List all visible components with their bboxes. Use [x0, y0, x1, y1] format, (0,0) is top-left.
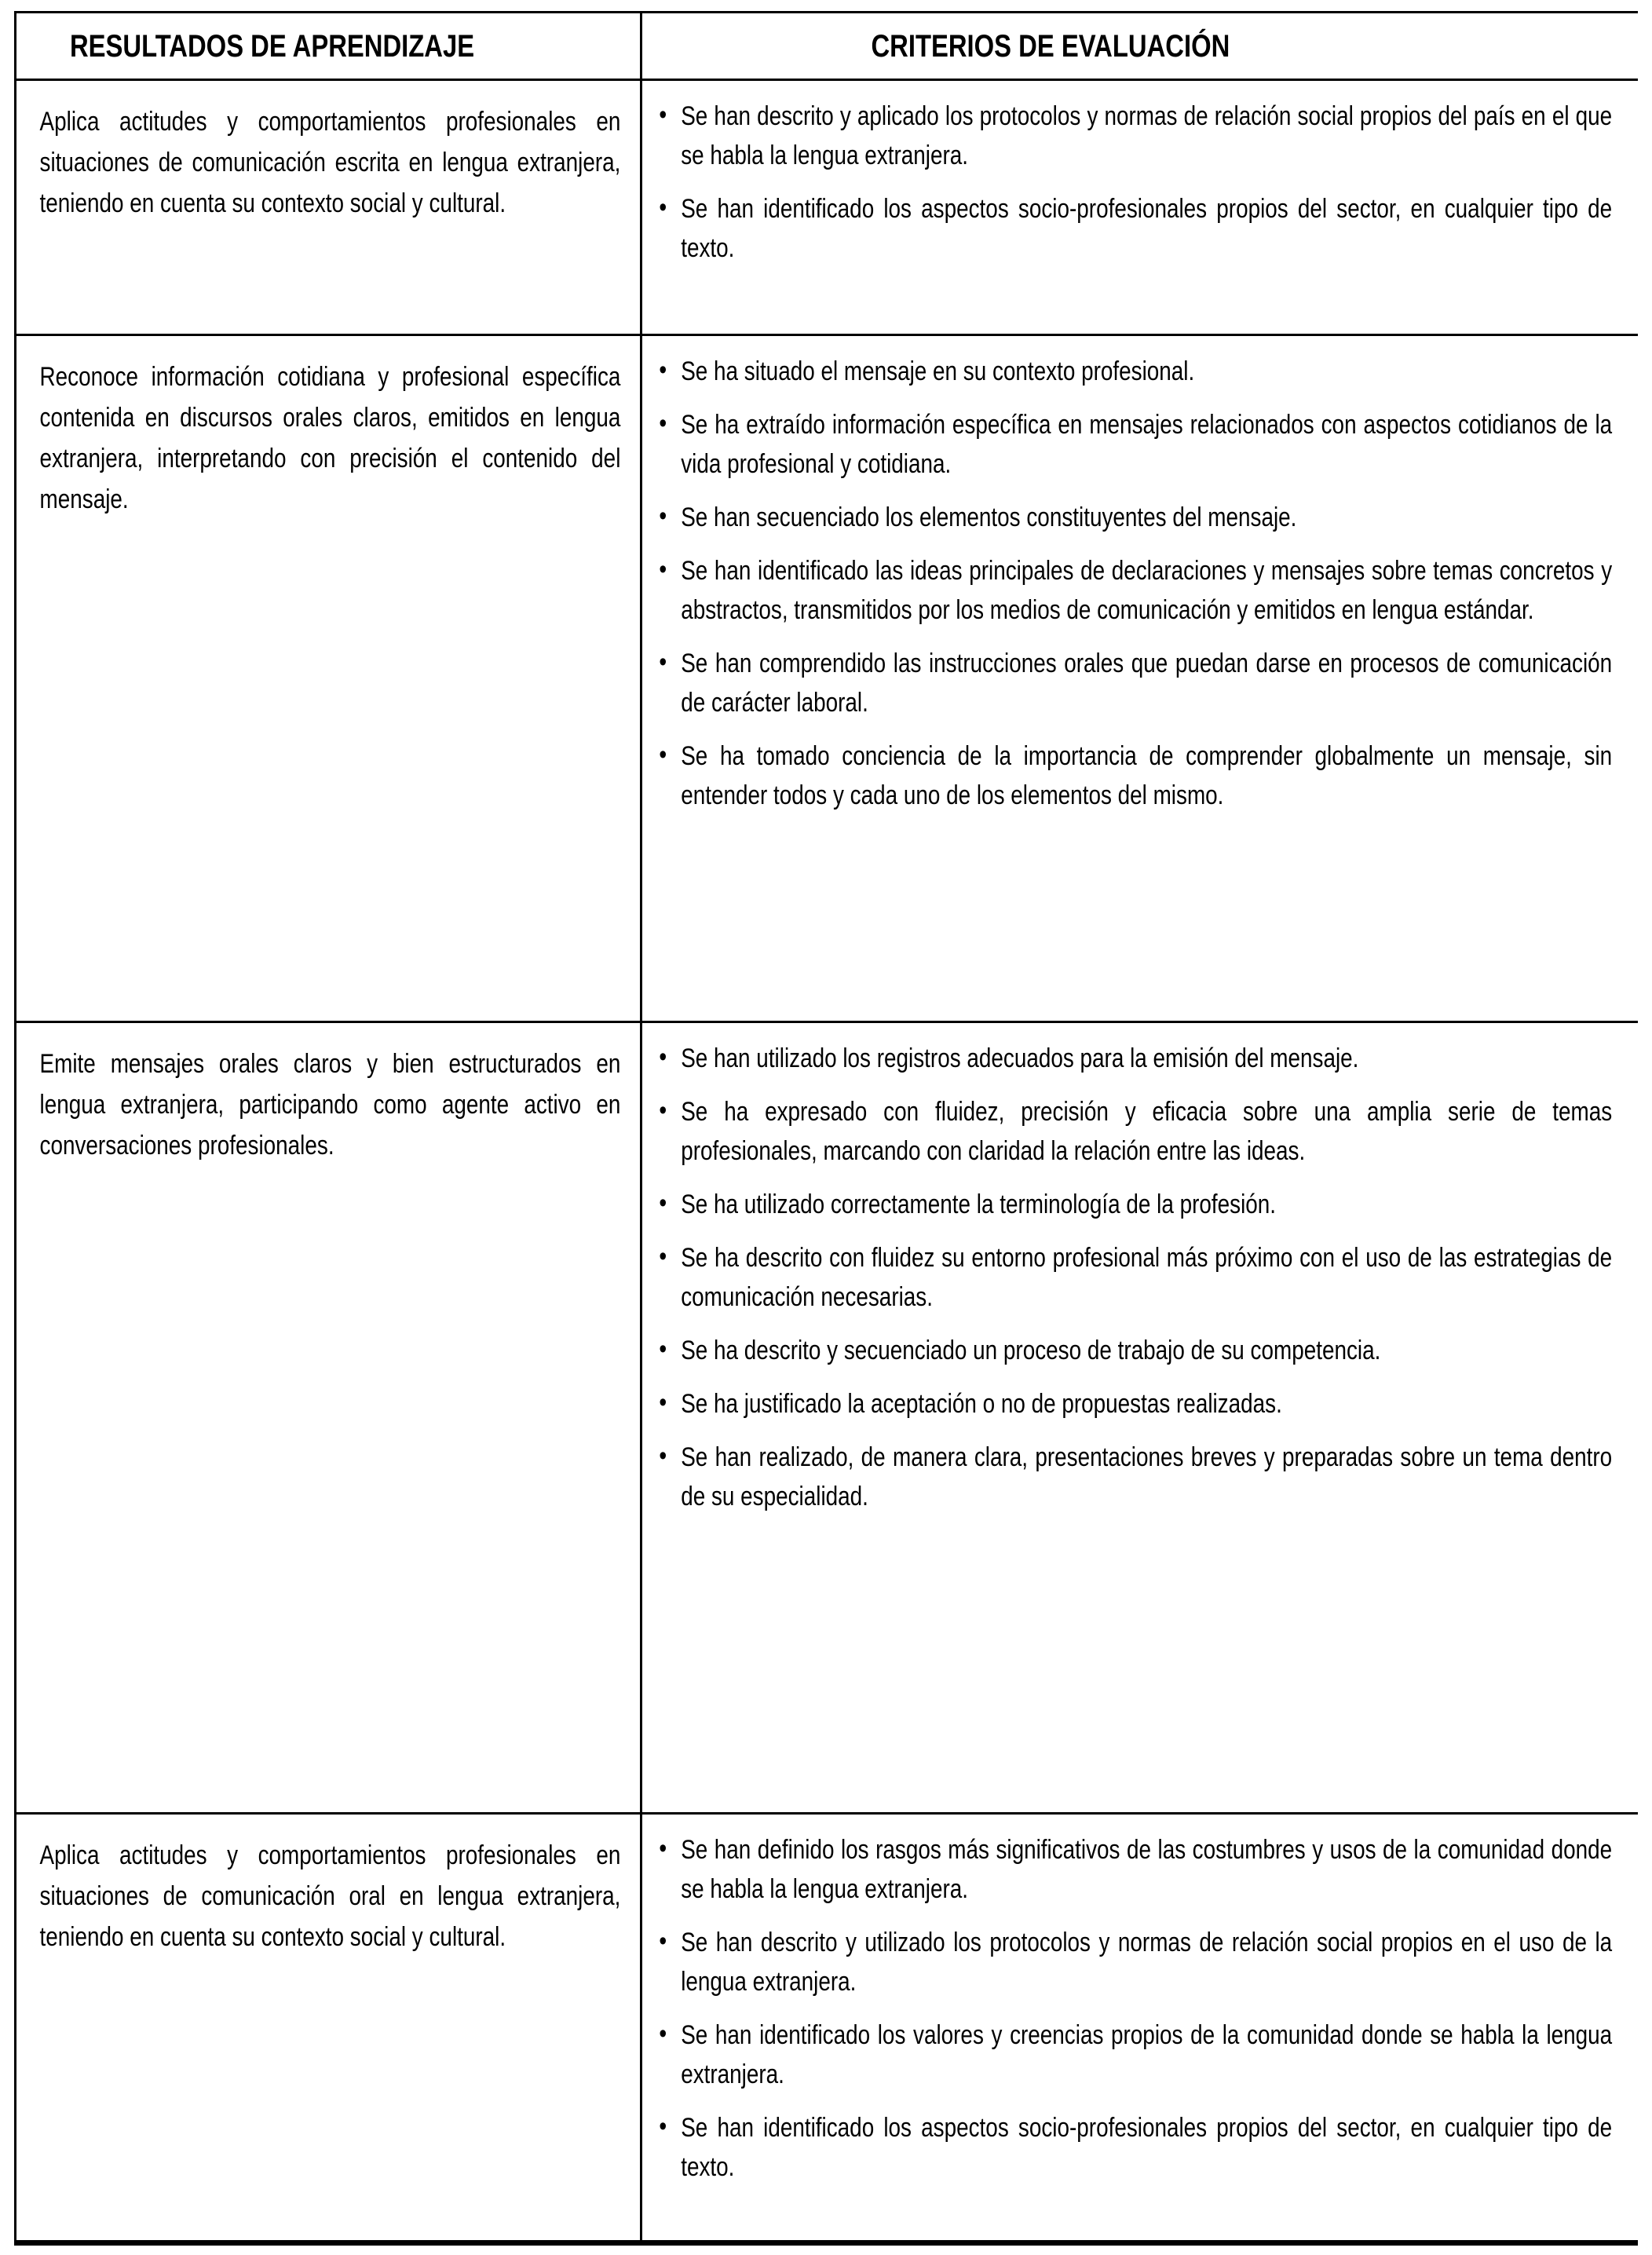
criterio-item	[658, 405, 1612, 484]
criterio-text: Se ha expresado con fluidez, precisión y eficacia sobre una amplia serie de temas profesionales, marcando con claridad la relación entre las ideas.	[681, 1097, 1613, 1166]
criterio-text: Se han descrito y aplicado los protocolos y normas de relación social propios del país en el que se habla la lengua extranjera.	[681, 101, 1613, 170]
table-row-4-criterios-cell	[642, 1815, 1638, 2240]
criterio-item	[658, 2016, 1612, 2094]
criterio-text: Se han secuenciado los elementos constituyentes del mensaje.	[681, 503, 1297, 532]
resultado-text: Aplica actitudes y comportamientos profesionales en situaciones de comunicación oral en lengua extranjera, teniendo en cuenta su contexto social y cultural.	[39, 1840, 621, 1952]
bullet-icon: •	[659, 192, 667, 222]
criterio-item	[658, 1092, 1612, 1171]
table-row-2-criterios-cell	[642, 336, 1638, 1023]
bullet-icon: •	[659, 1095, 667, 1125]
criterio-item	[658, 189, 1612, 268]
resultado-text: Aplica actitudes y comportamientos profesionales en situaciones de comunicación escrita en lengua extranjera, teniendo en cuenta su contexto social y cultural.	[39, 107, 621, 218]
bullet-icon: •	[659, 1387, 667, 1417]
bullet-icon: •	[659, 355, 667, 385]
criterio-text: Se han identificado los aspectos socio-profesionales propios del sector, en cualquier tipo de texto.	[681, 194, 1613, 263]
criterio-item	[658, 1238, 1612, 1317]
bullet-icon: •	[659, 1188, 667, 1218]
criterio-item	[658, 1830, 1612, 1909]
table-row-3-resultado-cell	[16, 1023, 642, 1815]
criterio-text: Se han identificado los valores y creencias propios de la comunidad donde se habla la lengua extranjera.	[681, 2020, 1613, 2089]
bullet-icon: •	[659, 2111, 667, 2141]
bullet-icon: •	[659, 1334, 667, 1364]
resultado-text: Reconoce información cotidiana y profesional específica contenida en discursos orales claros, emitidos en lengua extranjera, interpretando con precisión el contenido del mensaje.	[39, 362, 621, 514]
document-table	[14, 11, 1638, 2246]
criterio-item	[658, 1923, 1612, 2001]
bullet-icon: •	[659, 1926, 667, 1956]
criterio-item	[658, 2108, 1612, 2187]
criterio-text: Se ha utilizado correctamente la terminología de la profesión.	[681, 1190, 1277, 1219]
header-resultados-label: RESULTADOS DE APRENDIZAJE	[69, 28, 475, 64]
header-cell-resultados	[16, 13, 642, 81]
bullet-icon: •	[659, 740, 667, 769]
resultado-text: Emite mensajes orales claros y bien estructurados en lengua extranjera, participando como agente activo en conversaciones profesionales.	[39, 1049, 621, 1160]
criterio-text: Se han identificado los aspectos socio-profesionales propios del sector, en cualquier tipo de texto.	[681, 2113, 1613, 2182]
criterio-text: Se han identificado las ideas principales de declaraciones y mensajes sobre temas concretos y abstractos, transmitidos por los medios de comunicación y emitidos en lengua estándar.	[681, 556, 1613, 625]
criterio-item	[658, 352, 1612, 391]
table-row-4-resultado-cell	[16, 1815, 642, 2240]
criterio-item	[658, 1384, 1612, 1424]
table-row-1-criterios-cell	[642, 81, 1638, 336]
criterio-item	[658, 1438, 1612, 1516]
criterio-text: Se ha justificado la aceptación o no de propuestas realizadas.	[681, 1389, 1282, 1419]
criterio-item	[658, 1185, 1612, 1224]
criterio-text: Se ha situado el mensaje en su contexto profesional.	[681, 356, 1195, 386]
criterio-item	[658, 498, 1612, 537]
header-cell-criterios	[642, 13, 1638, 81]
bullet-icon: •	[659, 1241, 667, 1271]
bullet-icon: •	[659, 1441, 667, 1471]
criterio-text: Se ha extraído información específica en mensajes relacionados con aspectos cotidianos de la vida profesional y cotidiana.	[681, 410, 1613, 479]
table-row-3-criterios-cell	[642, 1023, 1638, 1815]
bullet-icon: •	[659, 501, 667, 531]
header-criterios-label: CRITERIOS DE EVALUACIÓN	[871, 28, 1230, 64]
criterio-text: Se han descrito y utilizado los protocolos y normas de relación social propios en el uso de la lengua extranjera.	[681, 1928, 1613, 1997]
bullet-icon: •	[659, 1042, 667, 1072]
bullet-icon: •	[659, 1833, 667, 1863]
criterios-list	[642, 1023, 1638, 1516]
criterio-text: Se ha tomado conciencia de la importancia de comprender globalmente un mensaje, sin entender todos y cada uno de los elementos del mismo.	[681, 741, 1613, 810]
bullet-icon: •	[659, 647, 667, 677]
criterios-list	[642, 336, 1638, 815]
criterio-item	[658, 736, 1612, 815]
criterio-text: Se han utilizado los registros adecuados para la emisión del mensaje.	[681, 1043, 1359, 1073]
criterio-text: Se ha descrito y secuenciado un proceso de trabajo de su competencia.	[681, 1336, 1381, 1365]
criterios-list	[642, 81, 1638, 268]
bullet-icon: •	[659, 100, 667, 130]
bullet-icon: •	[659, 408, 667, 438]
criterio-text: Se ha descrito con fluidez su entorno profesional más próximo con el uso de las estrategias de comunicación necesarias.	[681, 1243, 1613, 1312]
bullet-icon: •	[659, 554, 667, 584]
criterio-text: Se han realizado, de manera clara, presentaciones breves y preparadas sobre un tema dentro de su especialidad.	[681, 1442, 1613, 1511]
table-row-2-resultado-cell	[16, 336, 642, 1023]
criterio-item	[658, 551, 1612, 630]
criterio-item	[658, 1331, 1612, 1370]
table-row-1-resultado-cell	[16, 81, 642, 336]
criterio-item	[658, 97, 1612, 175]
criterio-item	[658, 644, 1612, 722]
criterio-item	[658, 1039, 1612, 1078]
criterio-text: Se han comprendido las instrucciones orales que puedan darse en procesos de comunicación de carácter laboral.	[681, 649, 1613, 718]
bullet-icon: •	[659, 2019, 667, 2049]
criterio-text: Se han definido los rasgos más significativos de las costumbres y usos de la comunidad donde se habla la lengua extranjera.	[681, 1835, 1613, 1904]
criterios-list	[642, 1815, 1638, 2187]
